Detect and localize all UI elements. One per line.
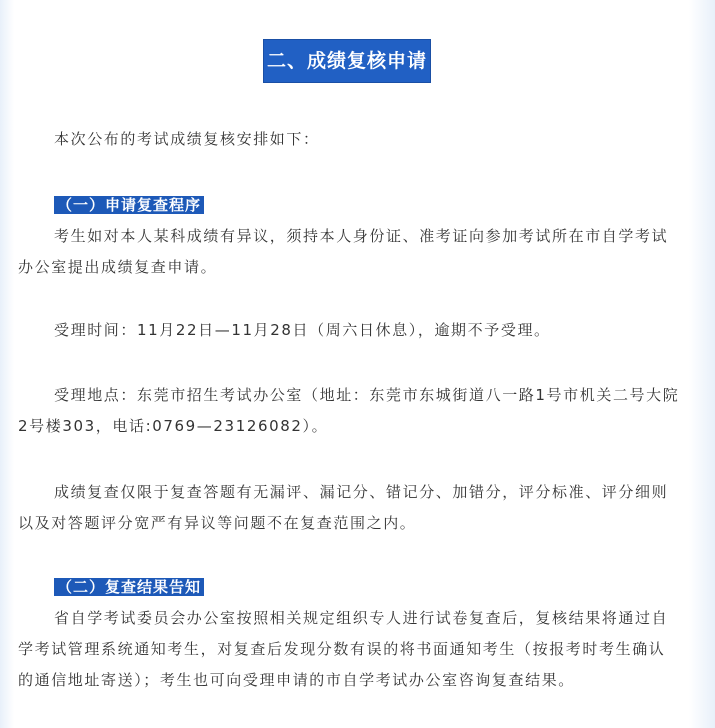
part1-label: （一）申请复查程序	[54, 196, 204, 214]
scope-line-1: 成绩复查仅限于复查答题有无漏评、漏记分、错记分、加错分，评分标准、评分细则	[54, 483, 669, 501]
result-line-1: 省自学考试委员会办公室按照相关规定组织专人进行试卷复查后，复核结果将通过自	[54, 609, 669, 627]
application-procedure-paragraph	[18, 221, 688, 283]
review-result-paragraph	[18, 603, 688, 696]
intro-paragraph	[18, 124, 688, 155]
result-line-3: 的通信地址寄送）；考生也可向受理申请的市自学考试办公室咨询复查结果。	[18, 671, 575, 689]
acceptance-time-text: 受理时间：11月22日—11月28日（周六日休息），逾期不予受理。	[54, 321, 551, 339]
place-line-1: 受理地点：东莞市招生考试办公室（地址：东莞市东城街道八一路1号市机关二号大院	[54, 386, 680, 404]
procedure-line-2: 办公室提出成绩复查申请。	[18, 258, 218, 276]
intro-text: 本次公布的考试成绩复核安排如下：	[54, 130, 320, 148]
place-line-2: 2号楼303，电话:0769—23126082）。	[18, 417, 329, 435]
procedure-line-1: 考生如对本人某科成绩有异议，须持本人身份证、准考证向参加考试所在市自学考试	[54, 227, 669, 245]
right-edge-shade	[689, 0, 715, 728]
part2-label: （二）复查结果告知	[54, 578, 204, 596]
section-title: 二、成绩复核申请	[264, 40, 430, 82]
acceptance-time-paragraph	[18, 315, 688, 346]
review-scope-paragraph	[18, 477, 688, 539]
acceptance-place-paragraph	[18, 380, 688, 442]
left-edge-shade	[0, 0, 14, 728]
scope-line-2: 以及对答题评分宽严有异议等问题不在复查范围之内。	[18, 514, 417, 532]
result-line-2: 学考试管理系统通知考生，对复查后发现分数有误的将书面通知考生（按报考时考生确认	[18, 640, 666, 658]
